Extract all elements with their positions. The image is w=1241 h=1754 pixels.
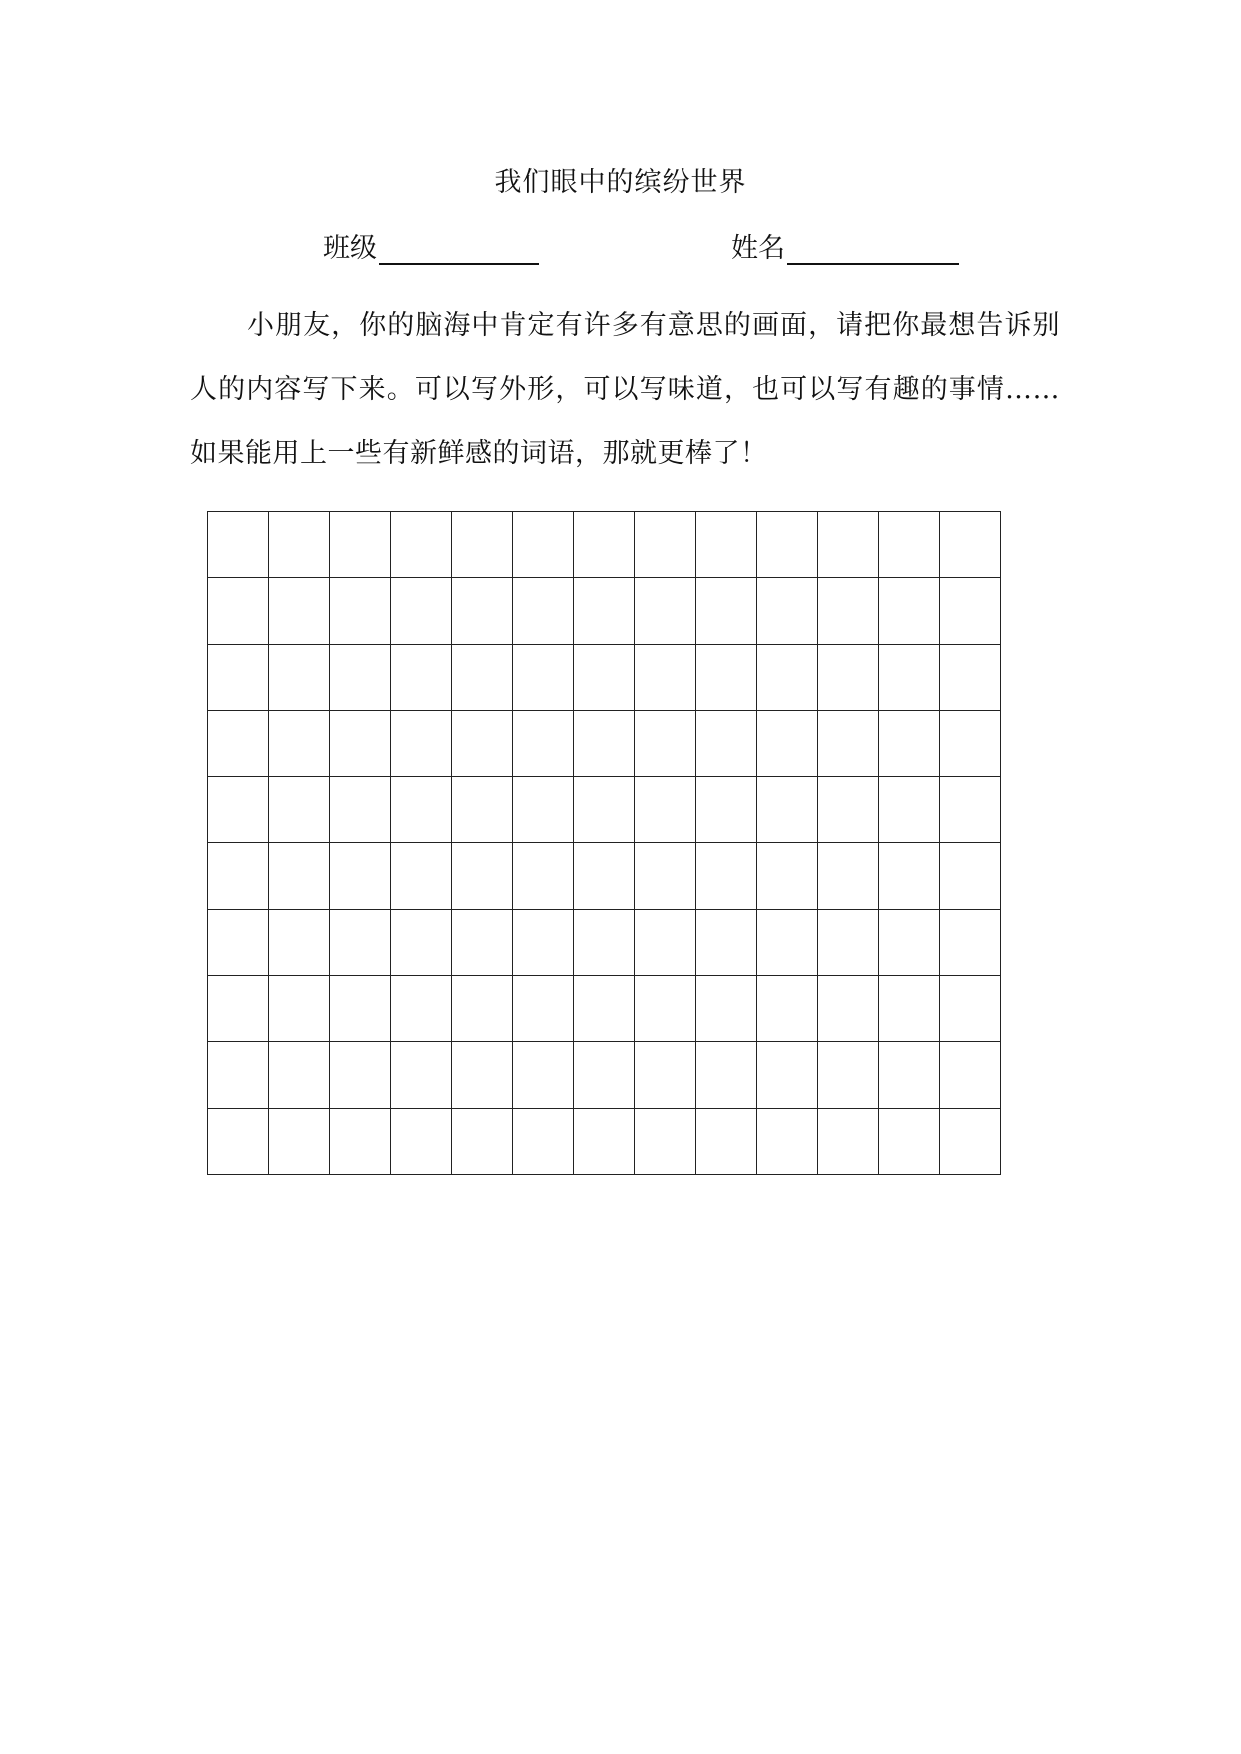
- grid-cell[interactable]: [269, 512, 330, 578]
- grid-row: [208, 1108, 1001, 1174]
- grid-cell[interactable]: [513, 777, 574, 843]
- grid-cell[interactable]: [879, 976, 940, 1042]
- grid-row: [208, 843, 1001, 909]
- grid-cell[interactable]: [452, 1042, 513, 1108]
- grid-cell[interactable]: [452, 777, 513, 843]
- grid-cell[interactable]: [696, 710, 757, 776]
- grid-cell[interactable]: [696, 976, 757, 1042]
- writing-grid-body: [208, 512, 1001, 1175]
- grid-cell[interactable]: [513, 1042, 574, 1108]
- grid-cell[interactable]: [452, 578, 513, 644]
- class-blank-line[interactable]: [379, 263, 539, 265]
- grid-cell[interactable]: [818, 909, 879, 975]
- grid-cell[interactable]: [940, 710, 1001, 776]
- grid-cell[interactable]: [879, 512, 940, 578]
- grid-cell[interactable]: [757, 1042, 818, 1108]
- grid-cell[interactable]: [940, 843, 1001, 909]
- grid-cell[interactable]: [574, 1042, 635, 1108]
- grid-cell[interactable]: [574, 909, 635, 975]
- grid-cell[interactable]: [513, 710, 574, 776]
- grid-cell[interactable]: [635, 578, 696, 644]
- grid-cell[interactable]: [879, 777, 940, 843]
- grid-cell[interactable]: [574, 1108, 635, 1174]
- grid-cell[interactable]: [879, 578, 940, 644]
- grid-cell[interactable]: [391, 644, 452, 710]
- grid-cell[interactable]: [696, 1042, 757, 1108]
- grid-cell[interactable]: [330, 512, 391, 578]
- grid-cell[interactable]: [940, 1042, 1001, 1108]
- worksheet-title: 我们眼中的缤纷世界: [494, 167, 747, 198]
- grid-cell[interactable]: [879, 644, 940, 710]
- grid-cell[interactable]: [452, 710, 513, 776]
- grid-cell[interactable]: [269, 710, 330, 776]
- grid-cell[interactable]: [269, 1042, 330, 1108]
- grid-cell[interactable]: [635, 512, 696, 578]
- grid-cell[interactable]: [574, 578, 635, 644]
- grid-cell[interactable]: [818, 578, 879, 644]
- grid-cell[interactable]: [940, 909, 1001, 975]
- grid-cell[interactable]: [269, 644, 330, 710]
- grid-cell[interactable]: [635, 777, 696, 843]
- grid-cell[interactable]: [757, 976, 818, 1042]
- name-label: 姓名: [731, 233, 785, 264]
- grid-row: [208, 909, 1001, 975]
- grid-cell[interactable]: [635, 909, 696, 975]
- grid-cell[interactable]: [208, 843, 269, 909]
- grid-cell[interactable]: [208, 578, 269, 644]
- grid-cell[interactable]: [940, 976, 1001, 1042]
- grid-cell[interactable]: [269, 976, 330, 1042]
- grid-cell[interactable]: [879, 1108, 940, 1174]
- grid-cell[interactable]: [940, 512, 1001, 578]
- grid-row: [208, 578, 1001, 644]
- grid-cell[interactable]: [513, 843, 574, 909]
- grid-cell[interactable]: [635, 1042, 696, 1108]
- grid-cell[interactable]: [513, 512, 574, 578]
- grid-row: [208, 976, 1001, 1042]
- class-field: [323, 231, 539, 267]
- grid-cell[interactable]: [879, 710, 940, 776]
- grid-cell[interactable]: [696, 644, 757, 710]
- grid-cell[interactable]: [208, 710, 269, 776]
- grid-cell[interactable]: [818, 843, 879, 909]
- grid-cell[interactable]: [513, 644, 574, 710]
- grid-cell[interactable]: [330, 644, 391, 710]
- grid-cell[interactable]: [574, 777, 635, 843]
- grid-cell[interactable]: [940, 1108, 1001, 1174]
- grid-cell[interactable]: [391, 1108, 452, 1174]
- grid-cell[interactable]: [757, 777, 818, 843]
- grid-cell[interactable]: [208, 976, 269, 1042]
- grid-cell[interactable]: [757, 909, 818, 975]
- grid-cell[interactable]: [574, 843, 635, 909]
- grid-cell[interactable]: [818, 1108, 879, 1174]
- writing-grid: [207, 511, 1001, 1175]
- grid-cell[interactable]: [757, 512, 818, 578]
- grid-cell[interactable]: [696, 843, 757, 909]
- grid-cell[interactable]: [208, 777, 269, 843]
- instructions-paragraph: 小朋友，你的脑海中肯定有许多有意思的画面，请把你最想告诉别人的内容写下来。可以写外形，可以写味道，也可以写有趣的事情……如果能用上一些有新鲜感的词语，那就更棒了！: [190, 310, 1060, 469]
- grid-cell[interactable]: [391, 710, 452, 776]
- grid-cell[interactable]: [818, 512, 879, 578]
- grid-cell[interactable]: [208, 909, 269, 975]
- grid-cell[interactable]: [757, 1108, 818, 1174]
- grid-row: [208, 710, 1001, 776]
- grid-cell[interactable]: [269, 578, 330, 644]
- grid-cell[interactable]: [757, 843, 818, 909]
- grid-cell[interactable]: [391, 512, 452, 578]
- class-label: 班级: [323, 233, 377, 264]
- grid-cell[interactable]: [330, 1042, 391, 1108]
- grid-cell[interactable]: [269, 1108, 330, 1174]
- grid-cell[interactable]: [513, 578, 574, 644]
- grid-cell[interactable]: [513, 909, 574, 975]
- grid-cell[interactable]: [452, 909, 513, 975]
- grid-cell[interactable]: [696, 909, 757, 975]
- grid-cell[interactable]: [635, 976, 696, 1042]
- grid-cell[interactable]: [879, 1042, 940, 1108]
- grid-cell[interactable]: [269, 777, 330, 843]
- grid-cell[interactable]: [757, 578, 818, 644]
- name-blank-line[interactable]: [787, 263, 959, 265]
- grid-cell[interactable]: [696, 512, 757, 578]
- grid-cell[interactable]: [818, 976, 879, 1042]
- grid-cell[interactable]: [391, 909, 452, 975]
- grid-cell[interactable]: [696, 578, 757, 644]
- grid-cell[interactable]: [391, 777, 452, 843]
- grid-cell[interactable]: [818, 1042, 879, 1108]
- grid-cell[interactable]: [635, 843, 696, 909]
- grid-cell[interactable]: [330, 710, 391, 776]
- grid-cell[interactable]: [391, 578, 452, 644]
- grid-cell[interactable]: [757, 644, 818, 710]
- grid-row: [208, 777, 1001, 843]
- grid-cell[interactable]: [940, 644, 1001, 710]
- grid-cell[interactable]: [757, 710, 818, 776]
- grid-cell[interactable]: [330, 843, 391, 909]
- grid-cell[interactable]: [940, 578, 1001, 644]
- grid-cell[interactable]: [818, 777, 879, 843]
- grid-cell[interactable]: [879, 843, 940, 909]
- grid-cell[interactable]: [330, 1108, 391, 1174]
- grid-cell[interactable]: [879, 909, 940, 975]
- grid-cell[interactable]: [940, 777, 1001, 843]
- grid-cell[interactable]: [330, 777, 391, 843]
- grid-cell[interactable]: [330, 909, 391, 975]
- grid-cell[interactable]: [452, 976, 513, 1042]
- grid-cell[interactable]: [330, 578, 391, 644]
- grid-cell[interactable]: [696, 777, 757, 843]
- grid-cell[interactable]: [452, 1108, 513, 1174]
- grid-cell[interactable]: [818, 710, 879, 776]
- grid-cell[interactable]: [208, 512, 269, 578]
- grid-cell[interactable]: [574, 512, 635, 578]
- grid-row: [208, 512, 1001, 578]
- grid-cell[interactable]: [269, 909, 330, 975]
- grid-cell[interactable]: [452, 512, 513, 578]
- grid-row: [208, 1042, 1001, 1108]
- grid-cell[interactable]: [391, 976, 452, 1042]
- grid-row: [208, 644, 1001, 710]
- grid-cell[interactable]: [635, 710, 696, 776]
- grid-cell[interactable]: [574, 710, 635, 776]
- grid-cell[interactable]: [391, 843, 452, 909]
- grid-cell[interactable]: [208, 1042, 269, 1108]
- grid-cell[interactable]: [269, 843, 330, 909]
- grid-cell[interactable]: [513, 976, 574, 1042]
- grid-cell[interactable]: [208, 1108, 269, 1174]
- grid-cell[interactable]: [330, 976, 391, 1042]
- grid-cell[interactable]: [452, 843, 513, 909]
- grid-cell[interactable]: [513, 1108, 574, 1174]
- grid-cell[interactable]: [818, 644, 879, 710]
- name-field: [731, 231, 959, 267]
- grid-cell[interactable]: [696, 1108, 757, 1174]
- grid-cell[interactable]: [391, 1042, 452, 1108]
- grid-cell[interactable]: [574, 644, 635, 710]
- grid-cell[interactable]: [452, 644, 513, 710]
- grid-cell[interactable]: [635, 644, 696, 710]
- grid-cell[interactable]: [635, 1108, 696, 1174]
- grid-cell[interactable]: [574, 976, 635, 1042]
- grid-cell[interactable]: [208, 644, 269, 710]
